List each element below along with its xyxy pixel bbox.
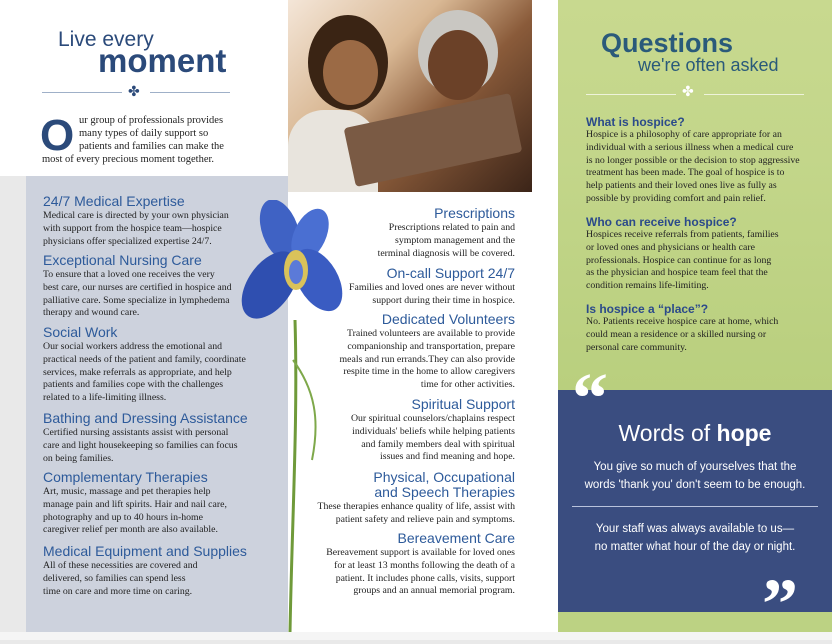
service-heading: and Speech Therapies — [374, 484, 515, 500]
service-heading: Bathing and Dressing Assistance — [43, 410, 248, 426]
service-heading: Complementary Therapies — [43, 469, 208, 485]
service-text: Bereavement support is available for loved ones for at least 13 months following the death of a patient. It includes phone calls, visits, support groups and an annual memorial program. — [326, 547, 515, 597]
questions-title-line1: Questions — [601, 28, 734, 58]
intro-line: many types of daily support so — [79, 128, 209, 139]
question-heading: Who can receive hospice? — [586, 215, 737, 229]
intro-dropcap: O — [40, 111, 75, 160]
service-text: Our social workers address the emotional and practical needs of the patient and family, coordinate services, make referrals as appropriate, and help patients and families cope with the challenges related to a life-limiting illness. — [43, 341, 246, 404]
service-text: To ensure that a loved one receives the very best care, our nurses are certified in hospice and palliative care. Some specialize in lymphedema therapy and wound care. — [43, 269, 232, 319]
close-quote-icon: ” — [762, 564, 798, 644]
flower-ornament-icon: ✤ — [128, 85, 140, 100]
page-title-line2: moment — [98, 42, 227, 79]
service-heading: Medical Equipment and Supplies — [43, 543, 247, 559]
hope-title: Words of hope — [618, 420, 772, 446]
testimonial-divider — [572, 506, 818, 507]
service-text: Art, music, massage and pet therapies help manage pain and lift spirits. Hair and nail care, photography and up to 40 hours in-home caregiver relief per month are also available. — [43, 486, 227, 536]
service-heading: Physical, Occupational — [373, 469, 515, 485]
page-title-line1: Live every — [58, 28, 154, 51]
service-heading: Exceptional Nursing Care — [43, 252, 202, 268]
service-text: Our spiritual counselors/chaplains respect individuals' beliefs while helping patients and family members deal with spiritual issues and find meaning and hope. — [350, 413, 515, 463]
family-reading-photo — [288, 0, 532, 192]
flower-ornament-icon: ✤ — [682, 85, 694, 100]
questions-title-line2: we're often asked — [638, 55, 779, 75]
testimonial-2: Your staff was always available to us— no matter what hour of the day or night. — [594, 523, 796, 553]
service-heading: Spiritual Support — [411, 396, 515, 412]
divider-right — [150, 92, 230, 93]
intro-line: most of every precious moment together. — [42, 154, 215, 165]
intro-line: patients and families can make the — [79, 141, 224, 152]
question-heading: Is hospice a “place”? — [586, 302, 709, 316]
service-text: Prescriptions related to pain and symptom management and the terminal diagnosis will be covered. — [377, 222, 515, 259]
answer-text: No. Patients receive hospice care at home, which could mean a residence or a skilled nursing or personal care community. — [586, 316, 779, 353]
service-text: Medical care is directed by your own physician with support from the hospice team—hospice physicians offer specialized expertise 24/7. — [43, 210, 229, 247]
intro-line: ur group of professionals provides — [79, 115, 224, 126]
service-text: All of these necessities are covered and delivered, so families can spend less time on care and more time on caring. — [43, 560, 198, 597]
service-heading: Bereavement Care — [397, 530, 515, 546]
testimonial-1: You give so much of yourselves that the words 'thank you' don't seem to be enough. — [584, 461, 806, 491]
service-heading: Dedicated Volunteers — [381, 311, 515, 327]
q-divider-right — [704, 94, 804, 95]
service-heading: Prescriptions — [434, 205, 515, 221]
service-text: Families and loved ones are never without support during their time in hospice. — [349, 282, 515, 306]
service-heading: Social Work — [43, 324, 118, 340]
service-heading: 24/7 Medical Expertise — [43, 193, 185, 209]
service-text: These therapies enhance quality of life, assist with patient safety and relieve pain and symptoms. — [317, 501, 515, 525]
question-heading: What is hospice? — [586, 115, 685, 129]
answer-text: Hospice is a philosophy of care appropriate for an individual with a serious illness when a medical cure is no longer possible or the decision to stop aggressive treatment has been made. The goal of hospice is to help patients and their loved ones live as fully as possible by providing comfort and pain relief. — [586, 129, 800, 204]
divider-left — [42, 92, 122, 93]
open-quote-icon: “ — [572, 358, 608, 438]
bottom-strip — [0, 632, 832, 640]
answer-text: Hospices receive referrals from patients, families or loved ones and physicians or health care professionals. Hospice can continue for as long as the physician and hospice team feel that the condition remains life-limiting. — [586, 229, 779, 292]
service-text: Trained volunteers are available to provide companionship and transportation, prepare meals and run errands.They can also provide respite time in the home to allow caregivers time for other activities. — [339, 328, 515, 391]
q-divider-left — [586, 94, 676, 95]
service-text: Certified nursing assistants assist with personal care and light housekeeping so families can focus on being families. — [43, 427, 238, 464]
service-heading: On-call Support 24/7 — [386, 265, 515, 281]
